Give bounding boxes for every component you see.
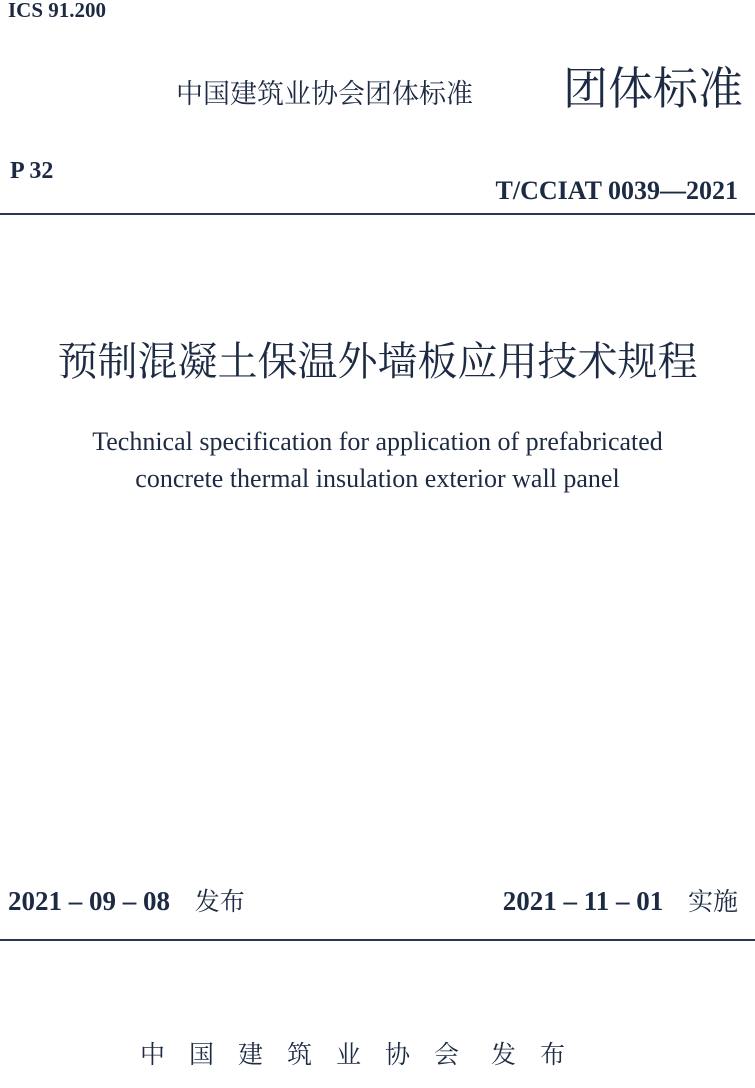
effective-label: 实施 [687,887,738,916]
ics-code: ICS 91.200 [8,0,107,22]
effective-date-group [503,882,738,918]
publisher-name: 中国建筑业协会 [140,1040,484,1069]
classification-code: P 32 [10,158,54,184]
chinese-title: 预制混凝土保温外墙板应用技术规程 [57,339,698,384]
publisher-action: 发布 [491,1040,590,1069]
english-title-line1: Technical specification for application of prefabricated [92,427,663,456]
standard-number: T/CCIAT 0039—2021 [495,176,738,205]
publish-date-group [8,882,245,918]
publish-label: 发布 [194,887,245,916]
footer-divider [0,939,755,941]
issuer-standard-label: 中国建筑业协会团体标准 [176,79,473,110]
publish-date: 2021 – 09 – 08 [8,886,170,916]
english-title-line2: concrete thermal insulation exterior wall panel [135,464,620,493]
effective-date: 2021 – 11 – 01 [502,886,664,916]
publisher-line [140,1035,589,1071]
header-divider [0,213,755,215]
standard-type: 团体标准 [563,62,744,115]
